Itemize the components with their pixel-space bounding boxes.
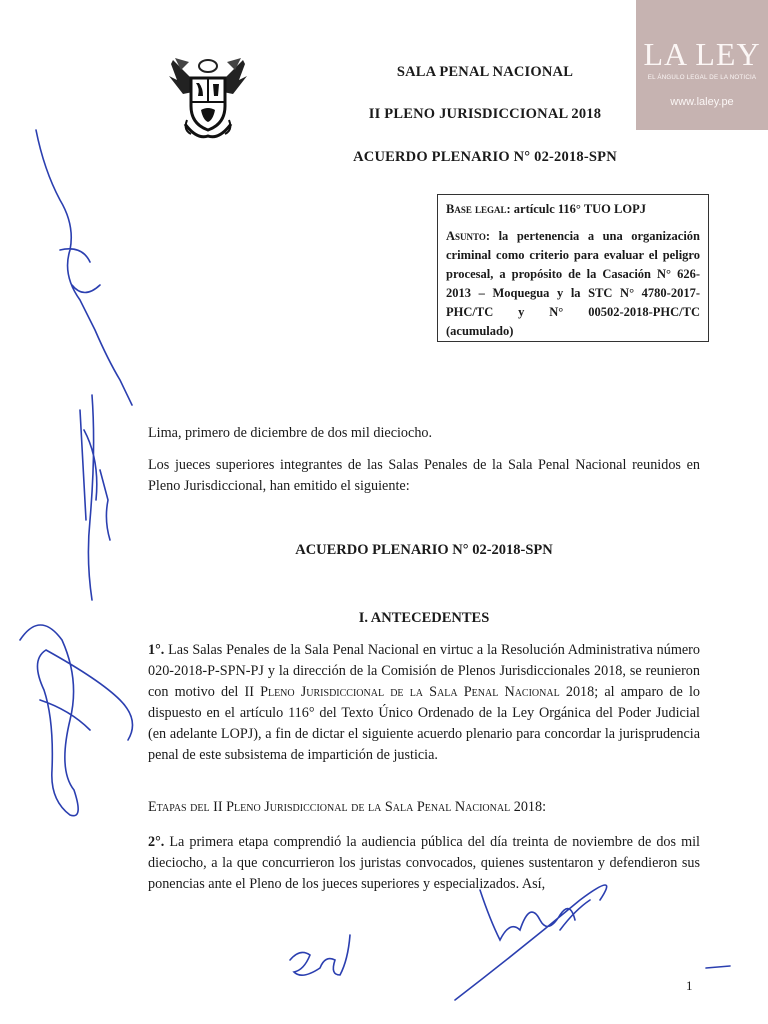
paragraph-1-text-a: Las Salas Penales de la Sala Penal Nacional en virtuc a la Resolución Administrativa número 020-2018-P-SPN-PJ y la dirección de la Comisión de Plenos Jurisdiccionales 2018, se reunieron con motivo del <box>148 642 700 700</box>
paragraph-2-number: 2°. <box>148 834 165 850</box>
section-title: I. ANTECEDENTES <box>358 610 490 626</box>
paragraph-1-text-b: 2018; al amparo de lo dispuesto en el artículo 116° del Texto Único Ordenado de la Ley Orgánica del Poder Judicial (en adelante LOPJ), a fin de dictar el siguiente acuerdo plenario para concordar la jurisprudencia penal de este subsistema de impartición de justicia. <box>148 684 700 763</box>
legal-basis-text: artículc 116° TUO LOPJ <box>513 202 646 216</box>
dash-mark <box>706 966 730 968</box>
stages-heading-smallcaps: Etapas del II Pleno Jurisdiccional de la Sala Penal Nacional <box>148 799 511 815</box>
stages-heading-tail: 2018: <box>510 799 547 815</box>
signature-loop-left <box>20 625 133 816</box>
document-title: ACUERDO PLENARIO N° 02-2018-SPN <box>353 149 617 165</box>
stages-heading <box>148 797 700 818</box>
signature-bottom-right <box>455 885 607 1000</box>
court-name: SALA PENAL NACIONAL <box>396 64 574 80</box>
coat-of-arms-emblem <box>163 50 253 142</box>
paragraph-1 <box>148 640 700 766</box>
initials-bottom <box>290 935 350 975</box>
signature-top-left <box>36 130 132 405</box>
subject-text: la pertenencia a una organización criminal como criterio para evaluar el peligro procesal, a propósito de la Casación N° 626-2013 – Moquegua y la STC N° 4780-2017-PHC/TC y N° 00502-2018-PHC/TC (acumulado) <box>446 229 701 338</box>
paragraph-2 <box>148 832 700 895</box>
agreement-title: ACUERDO PLENARIO N° 02-2018-SPN <box>295 542 553 558</box>
paragraph-2-text: La primera etapa comprendió la audiencia pública del día treinta de noviembre de dos mil dieciocho, a la que concurrieron los juristas convocados, quienes sustentaron y defendieron sus ponencias ante el Pleno de los jueces superiores y especializados. Así, <box>148 834 700 892</box>
plenary-name: II PLENO JURISDICCIONAL 2018 <box>368 106 602 122</box>
signature-mid-left <box>80 395 110 600</box>
watermark-url: www.laley.pe <box>670 96 734 108</box>
place-date: Lima, primero de diciembre de dos mil dieciocho. <box>148 425 433 441</box>
paragraph-1-smallcaps: II Pleno Jurisdiccional de la Sala Penal Nacional <box>244 684 560 700</box>
subject <box>446 227 700 341</box>
subject-label: Asunto: <box>446 229 491 243</box>
legal-basis <box>446 200 700 219</box>
intro-paragraph: Los jueces superiores integrantes de las Salas Penales de la Sala Penal Nacional reunidos en Pleno Jurisdiccional, han emitido el siguiente: <box>148 457 700 494</box>
legal-basis-label: Base legal: <box>446 202 511 216</box>
watermark-brand: LA LEY <box>643 36 761 72</box>
watermark-tagline: EL ÁNGULO LEGAL DE LA NOTICIA <box>647 74 757 81</box>
paragraph-1-number: 1°. <box>148 642 165 658</box>
legal-basis-box <box>437 194 709 342</box>
page-number: 1 <box>686 978 693 993</box>
